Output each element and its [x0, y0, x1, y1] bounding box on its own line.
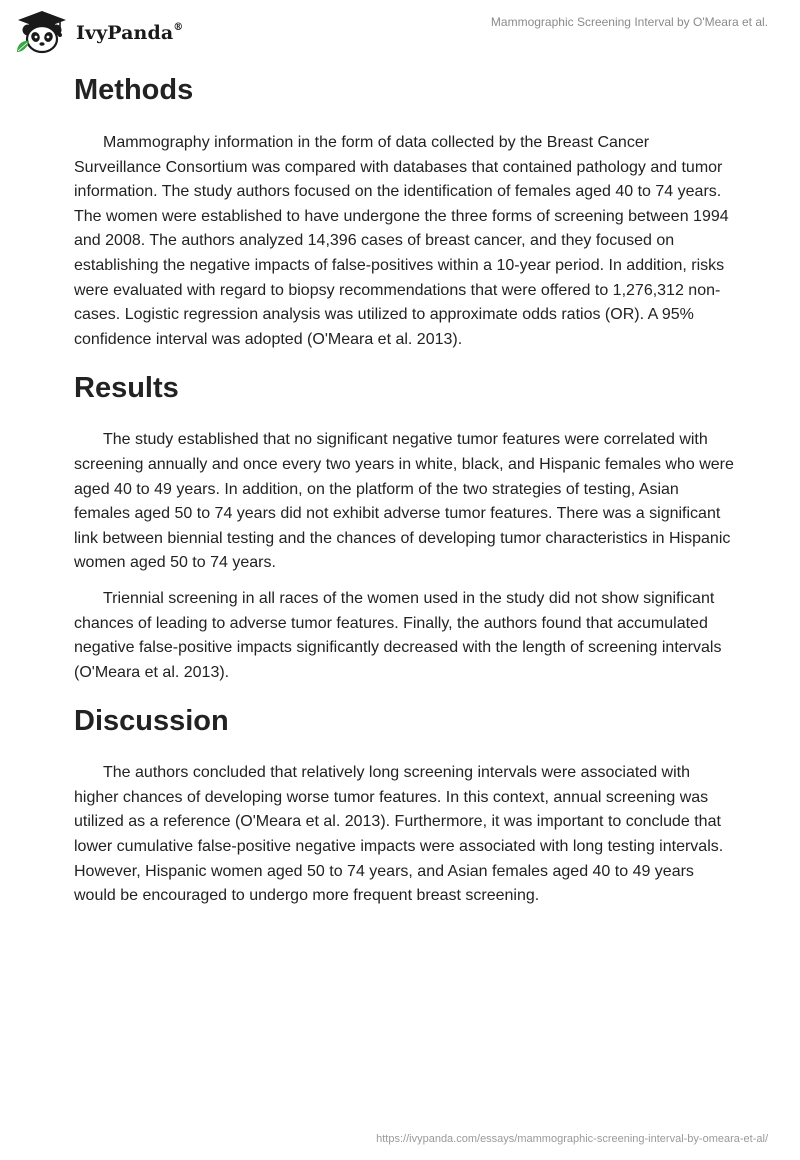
paragraph: Triennial screening in all races of the women used in the study did not show significant chances of leading to adverse tumor features. Finally, the authors found that accumulated negative false-positive impacts significantly decreased with the length of screening intervals (O'Meara et al. 2013). — [74, 589, 722, 681]
essay-body — [74, 70, 734, 909]
section-heading: Discussion — [74, 705, 229, 738]
section-heading: Methods — [74, 74, 194, 106]
section-discussion — [74, 701, 734, 909]
source-url-link[interactable]: https://ivypanda.com/essays/mammographic-screening-interval-by-omeara-et-al/ — [376, 1133, 768, 1145]
paragraph: The study established that no significant negative tumor features were correlated with screening annually and once every two years in white, black, and Hispanic females who were aged 40 to 49 years. In addition, on the platform of the two strategies of testing, Asian females aged 50 to 74 years did not exhibit adverse tumor features. There was a significant link between biennial testing and the chances of developing tumor characteristics in Hispanic women aged 50 to 74 years. — [74, 431, 734, 572]
registered-mark: ® — [173, 21, 184, 33]
running-title: Mammographic Screening Interval by O'Meara et al. — [490, 15, 768, 29]
panda-graduate-icon — [14, 8, 70, 54]
brand-name: IvyPanda® — [76, 21, 184, 44]
paragraph: The authors concluded that relatively long screening intervals were associated with higher chances of developing worse tumor features. In this context, annual screening was utilized as a reference (O'Meara et al. 2013). Furthermore, it was important to conclude that lower cumulative false-positive negative impacts were associated with long testing intervals. However, Hispanic women aged 50 to 74 years, and Asian females aged 40 to 49 years would be encouraged to undergo more frequent breast screening. — [74, 764, 724, 905]
section-results — [74, 368, 734, 685]
page-header — [0, 0, 800, 60]
ivypanda-logo[interactable] — [14, 8, 183, 54]
section-methods — [74, 70, 734, 352]
paragraph: Mammography information in the form of data collected by the Breast Cancer Surveillance Consortium was compared with databases that contained pathology and tumor information. The study authors focused on the identification of females aged 40 to 74 years. The women were established to have undergone the three forms of screening between 1994 and 2008. The authors analyzed 14,396 cases of breast cancer, and they focused on establishing the negative impacts of false-positives within a 10-year period. In addition, risks were evaluated with regard to biopsy recommendations that were offered to 1,276,312 non-cases. Logistic regression analysis was utilized to approximate odds ratios (OR). A 95% confidence interval was adopted (O'Meara et al. 2013). — [74, 134, 729, 348]
section-heading: Results — [74, 372, 179, 405]
